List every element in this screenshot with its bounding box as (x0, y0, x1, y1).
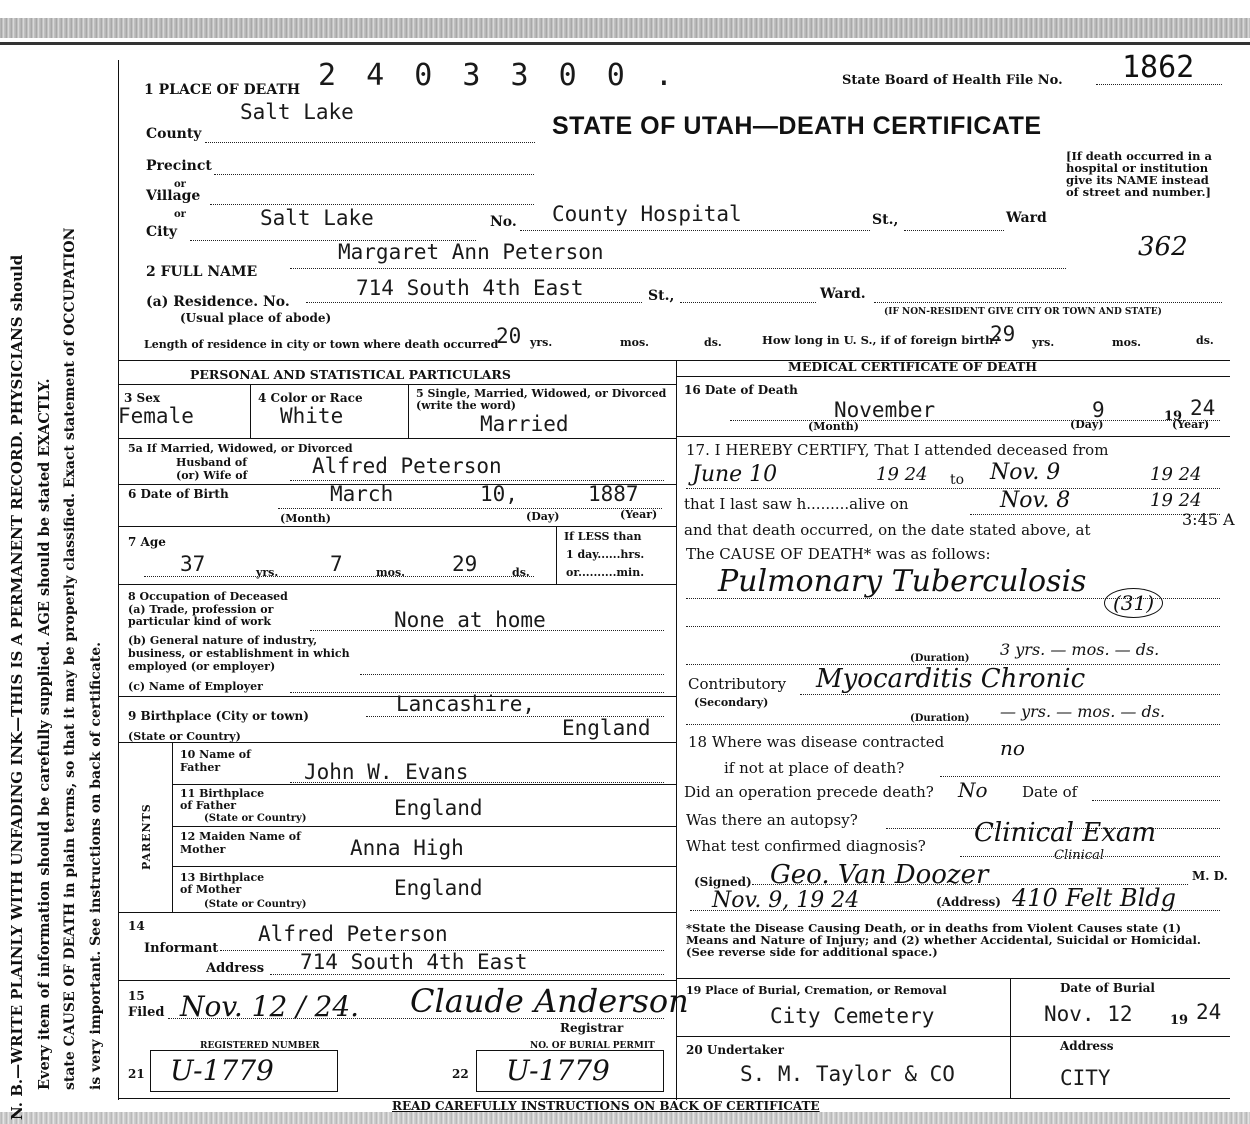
age-months-value: 7 (330, 552, 343, 576)
cause-code: (31) (1104, 588, 1163, 618)
mother-bp-state-label: (State or Country) (204, 899, 307, 910)
file-label: State Board of Health File No. (842, 73, 1063, 88)
length-ds-label: ds. (704, 336, 722, 349)
test-line (960, 856, 1220, 857)
left-rule-12 (118, 980, 676, 981)
side-note-3: state CAUSE OF DEATH in plain terms, so that it may be properly classified. Exact statement of OCCUPATION (62, 227, 78, 1090)
spouse-label-c: (or) Wife of (176, 469, 248, 482)
burial-permit-value: U-1779 (506, 1054, 610, 1087)
registered-number-label: REGISTERED NUMBER (200, 1041, 320, 1051)
spouse-label-b: Husband of (176, 456, 247, 469)
parents-label: PARENTS (140, 803, 153, 870)
disease-contracted-value: no (1000, 736, 1025, 760)
left-rule-2 (118, 438, 676, 439)
burial-date-label: Date of Burial (1060, 981, 1155, 995)
death-month-value: November (834, 398, 936, 422)
age-ds-label: ds. (512, 566, 530, 579)
q18-line (940, 776, 1220, 777)
county-line (205, 142, 535, 143)
death-date-line (730, 420, 1220, 421)
top-rule (0, 42, 1250, 45)
left-rule-5 (118, 584, 676, 585)
us-yrs-label: yrs. (1032, 336, 1055, 349)
footer-instructions: READ CAREFULLY INSTRUCTIONS ON BACK OF CERTIFICATE (392, 1099, 820, 1113)
father-label: 10 Name of Father (180, 748, 251, 774)
or-label-2: or (174, 209, 186, 220)
death-year-prefix: 19 (1164, 409, 1183, 424)
dob-month-label: (Month) (280, 512, 331, 525)
residence-value: 714 South 4th East (356, 276, 584, 300)
undertaker-address-label: Address (1060, 1039, 1114, 1053)
registrar-signature: Claude Anderson (410, 982, 689, 1020)
residence-ward-line (680, 302, 816, 303)
medical-header: MEDICAL CERTIFICATE OF DEATH (788, 359, 1038, 374)
full-name-label: 2 FULL NAME (146, 264, 258, 280)
last-saw-label: that I last saw h.........alive on (684, 495, 909, 513)
occurred-label: and that death occurred, on the date stated above, at (684, 521, 1091, 539)
mother-label: 12 Maiden Name of Mother (180, 830, 301, 856)
color-value: White (280, 404, 344, 428)
md-label: M. D. (1192, 869, 1228, 883)
county-label: County (146, 126, 202, 142)
parents-divider (172, 742, 173, 912)
signed-date: Nov. 9, 19 24 (712, 888, 860, 913)
file-no: 1862 (1122, 50, 1195, 85)
informant-value: Alfred Peterson (258, 922, 448, 946)
birthplace-country-value: England (562, 716, 651, 740)
duration2-label: (Duration) (910, 713, 970, 724)
filed-date-value: Nov. 12 / 24. (180, 990, 360, 1023)
informant-number: 14 (128, 919, 145, 933)
sex-label: 3 Sex (124, 391, 160, 405)
dob-year-label: (Year) (620, 508, 658, 521)
sex-divider (250, 384, 251, 438)
full-name-line (290, 268, 1066, 269)
village-line (210, 204, 534, 205)
physician-address-label: (Address) (936, 895, 1001, 909)
marital-label: 5 Single, Married, Widowed, or Divorced (write the word) (416, 387, 667, 412)
undertaker-divider (1010, 1036, 1011, 1098)
village-label: Village (146, 188, 201, 204)
occupation-b-label: (b) General nature of industry, business, or establishment in which employed (or employer) (128, 634, 350, 673)
birthplace-state-label: (State or Country) (128, 730, 241, 743)
occupation-line (310, 630, 664, 631)
disease-contracted-label: 18 Where was disease contracted (688, 733, 945, 751)
age-label: 7 Age (128, 535, 166, 549)
burial-place-label: 19 Place of Burial, Cremation, or Removal (686, 984, 947, 997)
father-birthplace-value: England (394, 796, 483, 820)
left-rule-7 (118, 742, 676, 743)
burial-permit-label: NO. OF BURIAL PERMIT (530, 1041, 655, 1051)
city-value: Salt Lake (260, 206, 374, 230)
right-rule-3 (676, 978, 1230, 979)
full-name-value: Margaret Ann Peterson (338, 240, 604, 264)
operation-label: Did an operation precede death? (684, 783, 934, 801)
handwritten-number: 362 (1138, 232, 1188, 262)
precinct-line (214, 174, 534, 175)
undertaker-address-value: CITY (1060, 1066, 1111, 1090)
signed-label: (Signed) (694, 875, 752, 889)
father-bp-state-label: (State or Country) (204, 813, 307, 824)
cause-footnote: *State the Disease Causing Death, or in deaths from Violent Causes state (1) Means and Nature of Injury; and (2) whether Accidental, Suicidal or Homicidal. (See reverse side for additional space.) (686, 921, 1201, 959)
informant-address-line (270, 974, 664, 975)
dob-year-value: 1887 (588, 482, 639, 506)
attended-to-label: to (950, 472, 965, 488)
right-rule-1 (676, 376, 1230, 377)
length-of-residence-label: Length of residence in city or town where death occurred (144, 338, 499, 351)
operation-date-label: Date of (1022, 783, 1078, 801)
county-value: Salt Lake (240, 100, 354, 124)
age-divider (556, 526, 557, 584)
filed-label: Filed (128, 1005, 165, 1020)
top-border (0, 18, 1250, 38)
attended-line (686, 488, 1220, 489)
operation-value: No (958, 778, 988, 802)
age-mos-label: mos. (376, 566, 405, 579)
registrar-label: Registrar (560, 1021, 624, 1035)
secondary-label: (Secondary) (694, 696, 769, 709)
mother-value: Anna High (350, 836, 464, 860)
us-ds-label: ds. (1196, 334, 1214, 347)
personal-header: PERSONAL AND STATISTICAL PARTICULARS (190, 367, 511, 382)
stamp-number: 2 4 0 3 3 0 0 . (318, 58, 679, 93)
age-days-value: 29 (452, 552, 478, 576)
physician-signature: Geo. Van Doozer (770, 860, 989, 890)
undertaker-value: S. M. Taylor & CO (740, 1062, 955, 1086)
ward-label: Ward (1006, 210, 1047, 226)
father-value: John W. Evans (304, 760, 469, 784)
bottom-border (0, 1112, 1250, 1124)
physician-address-value: 410 Felt Bldg (1012, 884, 1176, 912)
occupation-a-label: (a) Trade, profession or particular kind of work (128, 603, 274, 628)
physician-address-line (690, 910, 1220, 911)
burial-year-prefix: 19 (1170, 1013, 1189, 1028)
length-mos-label: mos. (620, 336, 649, 349)
left-frame (118, 60, 119, 1100)
occupation-c-label: (c) Name of Employer (128, 680, 263, 693)
age-years-value: 37 (180, 552, 206, 576)
informant-address-value: 714 South 4th East (300, 950, 528, 974)
dob-month-value: March (330, 482, 394, 506)
precinct-label: Precinct (146, 158, 212, 174)
informant-address-label: Address (206, 961, 265, 976)
street-label: St., (872, 212, 899, 228)
us-years-value: 29 (990, 322, 1016, 346)
residence-street-label: St., (648, 288, 675, 304)
operation-date-line (1092, 800, 1220, 801)
spouse-label-a: 5a If Married, Widowed, or Divorced (128, 442, 353, 455)
mother-birthplace-value: England (394, 876, 483, 900)
mother-birthplace-label: 13 Birthplace of Mother (180, 871, 265, 896)
dob-label: 6 Date of Birth (128, 487, 229, 501)
test-value: Clinical Exam (974, 818, 1157, 848)
left-rule-1 (118, 384, 676, 385)
section-rule (118, 360, 1230, 361)
color-label: 4 Color or Race (258, 391, 363, 405)
informant-label: Informant (144, 941, 219, 956)
registered-number-value: U-1779 (170, 1054, 274, 1087)
left-rule-4 (118, 526, 676, 527)
duration-label: (Duration) (910, 653, 970, 664)
left-rule-10 (172, 866, 676, 867)
less-than-label: If LESS than (564, 530, 642, 543)
burial-date-value: Nov. 12 (1044, 1002, 1133, 1026)
certify-label: 17. I HEREBY CERTIFY, That I attended deceased from (686, 441, 1109, 459)
death-year-label: (Year) (1172, 418, 1210, 431)
residence-line (306, 302, 642, 303)
length-years-value: 20 (496, 324, 522, 348)
burial-place-value: City Cemetery (770, 1004, 935, 1028)
contributory-value: Myocarditis Chronic (816, 664, 1086, 694)
color-divider (408, 384, 409, 438)
side-note-1: N. B.—WRITE PLAINLY WITH UNFADING INK—THIS IS A PERMANENT RECORD. PHYSICIANS should (8, 254, 26, 1120)
cause-label: The CAUSE OF DEATH* was as follows: (686, 545, 991, 563)
death-day-label: (Day) (1070, 418, 1104, 431)
cause-line-2 (686, 626, 1220, 627)
left-rule-11 (118, 912, 676, 913)
less-or-label: or..........min. (566, 566, 645, 579)
occupation-label: 8 Occupation of Deceased (128, 590, 288, 603)
duration2-value: — yrs. — mos. — ds. (1000, 702, 1166, 721)
filed-line (168, 1018, 664, 1019)
nonresident-note: (IF NON-RESIDENT GIVE CITY OR TOWN AND STATE) (884, 307, 1162, 317)
us-residence-label: How long in U. S., if of foreign birth? (762, 333, 1001, 347)
length-yrs-label: yrs. (530, 336, 553, 349)
undertaker-label: 20 Undertaker (686, 1043, 785, 1057)
attended-from-value: June 10 (692, 462, 778, 487)
attended-to-year: 19 24 (1150, 464, 1202, 485)
burial-permit-prefix: 22 (452, 1067, 469, 1081)
test-label: What test confirmed diagnosis? (686, 837, 926, 855)
us-mos-label: mos. (1112, 336, 1141, 349)
death-year-value: 24 (1190, 396, 1216, 420)
duration2-line (686, 724, 1220, 725)
death-day-value: 9 (1092, 398, 1105, 422)
residence-label: (a) Residence. No. (146, 294, 290, 310)
side-note-2: Every item of information should be carefully supplied. AGE should be stated EXACTLY. (36, 378, 53, 1090)
dob-line (278, 508, 662, 509)
left-rule-8 (172, 784, 676, 785)
hospital-note: [If death occurred in a hospital or institution give its NAME instead of street and number.] (1066, 149, 1212, 199)
institution-line (520, 230, 870, 231)
autopsy-label: Was there an autopsy? (686, 811, 858, 829)
place-of-death-label: 1 PLACE OF DEATH (144, 82, 301, 98)
contributory-label: Contributory (688, 675, 787, 693)
registered-number-prefix: 21 (128, 1067, 145, 1081)
abode-note: (Usual place of abode) (180, 311, 332, 325)
father-birthplace-label: 11 Birthplace of Father (180, 787, 265, 812)
last-saw-value: Nov. 8 (1000, 488, 1071, 513)
spouse-value: Alfred Peterson (312, 454, 502, 478)
occurred-time-value: 3:45 A (1182, 510, 1235, 529)
residence-ward-label: Ward. (820, 286, 866, 302)
burial-divider (1010, 978, 1011, 1036)
duration-value: 3 yrs. — mos. — ds. (1000, 640, 1160, 659)
birthplace-label: 9 Birthplace (City or town) (128, 709, 309, 723)
institution-value: County Hospital (552, 202, 742, 226)
side-note-4: is very important. See instructions on back of certificate. (88, 641, 104, 1090)
age-yrs-label: yrs. (256, 566, 279, 579)
burial-year-value: 24 (1196, 1000, 1222, 1024)
father-line (290, 782, 664, 783)
right-rule-2 (676, 436, 1230, 437)
no-label: No. (490, 214, 517, 230)
cause-value: Pulmonary Tuberculosis (718, 564, 1087, 599)
less-day-label: 1 day......hrs. (566, 548, 645, 561)
dob-day-label: (Day) (526, 510, 560, 523)
attended-to-value: Nov. 9 (990, 460, 1061, 485)
ward-line (904, 230, 1004, 231)
city-label: City (146, 224, 178, 240)
death-month-label: (Month) (808, 420, 859, 433)
left-rule-9 (172, 826, 676, 827)
death-date-label: 16 Date of Death (684, 383, 798, 397)
dob-day-value: 10, (480, 482, 518, 506)
marital-value: Married (480, 412, 569, 436)
file-no-line (1096, 84, 1222, 85)
nonresident-line (874, 302, 1222, 303)
filed-number: 15 (128, 989, 145, 1003)
test-note: Clinical (1054, 848, 1104, 863)
right-rule-4 (676, 1036, 1230, 1037)
place-of-death-question: if not at place of death? (724, 759, 905, 777)
birthplace-city-value: Lancashire, (396, 692, 536, 716)
contributory-line (800, 694, 1220, 695)
occupation-b-line (360, 674, 664, 675)
or-label-1: or (174, 179, 186, 190)
spouse-line (290, 480, 664, 481)
attended-from-year: 19 24 (876, 464, 928, 485)
occupation-value: None at home (394, 608, 546, 632)
age-line (144, 576, 534, 577)
certificate-title: STATE OF UTAH—DEATH CERTIFICATE (552, 112, 1042, 140)
sex-value: Female (118, 404, 194, 428)
last-saw-year: 19 24 (1150, 490, 1202, 511)
